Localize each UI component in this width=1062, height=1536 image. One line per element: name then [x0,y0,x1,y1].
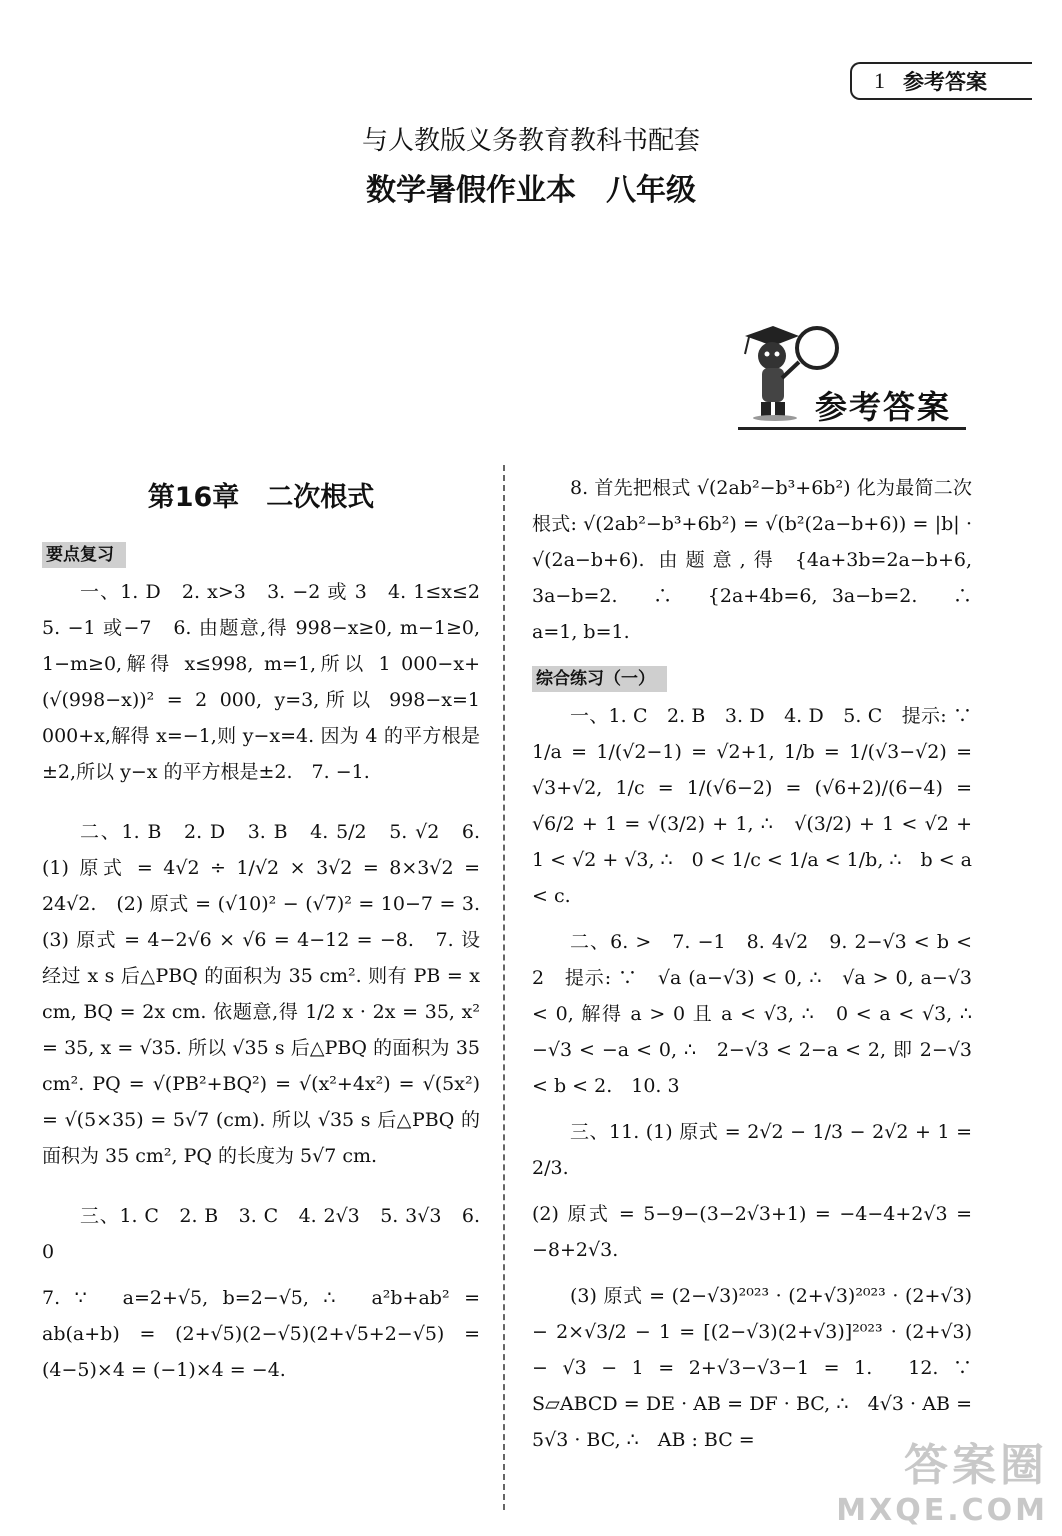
page-number: 1 [874,68,885,93]
chapter-title: 第16章 二次根式 [147,482,375,513]
book-title: 数学暑假作业本 八年级 [366,173,696,208]
column-divider [503,465,505,1510]
section-label-review: 要点复习 [42,542,126,568]
section-label-practice: 综合练习（一） [532,666,667,692]
watermark-top: 答案圈 [904,1440,1048,1491]
page-tab [850,62,1032,100]
answer-paragraph: (3) 原式 = (2−√3)²⁰²³ · (2+√3)²⁰²³ · (2+√3) − 2×√3/2 − 1 = [(2−√3)(2+√3)]²⁰²³ · (2+√3) − √3 − 1 = 2+√3−√3−1 = 1. 12. ∵ S▱ABCD = DE · AB = DF · BC, ∴ 4√3 · AB = 5√3 · BC, ∴ AB : BC = [532,1285,992,1451]
left-column [42,470,500,1398]
answer-paragraph: 三、11. (1) 原式 = 2√2 − 1/3 − 2√2 + 1 = 2/3. [532,1121,972,1179]
answer-paragraph: 7. ∵ a=2+√5, b=2−√5, ∴ a²b+ab² = ab(a+b) = (2+√5)(2−√5)(2+√5+2−√5) = (4−5)×4 = (−1)×4 = −4. [42,1287,480,1381]
answer-paragraph: 三、1. C 2. B 3. C 4. 2√3 5. 3√3 6. 0 [42,1205,480,1263]
answer-paragraph: (2) 原式 = 5−9−(3−2√3+1) = −4−4+2√3 = −8+2√3. [532,1203,972,1261]
answer-paragraph: 二、6. > 7. −1 8. 4√2 9. 2−√3 < b < 2 提示: ∵ √a (a−√3) < 0, ∴ √a > 0, a−√3 < 0, 解得 a > 0 且 a < √3, ∴ 0 < a < √3, ∴ −√3 < −a < 0, ∴ 2−√3 < 2−a < 2, 即 2−√3 < b < 2. 10. 3 [532,931,992,1097]
watermark [836,1429,1048,1528]
heading-rule [738,427,966,430]
answer-heading: 参考答案 [815,388,952,426]
answer-paragraph: 8. 首先把根式 √(2ab²−b³+6b²) 化为最简二次根式: √(2ab²−b³+6b²) = √(b²(2a−b+6)) = |b| · √(2a−b+6). 由题意,得 {4a+3b=2a−b+6, 3a−b=2. ∴ {2a+4b=6, 3a−b=2. ∴ a=1, b=1. [532,477,992,643]
answer-paragraph: 一、1. C 2. B 3. D 4. D 5. C 提示: ∵ 1/a = 1/(√2−1) = √2+1, 1/b = 1/(√3−√2) = √3+√2, 1/c = 1/(√6−2) = (√6+2)/(6−4) = √6/2 + 1 = √(3/2) + 1, ∴ √(3/2) + 1 < √2 + 1 < √2 + √3, ∴ 0 < 1/c < 1/a < 1/b, ∴ b < a < c. [532,705,992,907]
watermark-bottom: MXQE.COM [836,1493,1048,1528]
book-subtitle: 与人教版义务教育教科书配套 [361,126,700,156]
page-tab-label: 参考答案 [903,70,987,94]
right-column [532,470,992,1468]
answer-paragraph: 二、1. B 2. D 3. B 4. 5/2 5. √2 6. (1) 原式 = 4√2 ÷ 1/√2 × 3√2 = 8×3√2 = 24√2. (2) 原式 = (√10)² − (√7)² = 10−7 = 3. (3) 原式 = 4−2√6 × √6 = 4−12 = −8. 7. 设经过 x s 后△PBQ 的面积为 35 cm². 则有 PB = x cm, BQ = 2x cm. 依题意,得 1/2 x · 2x = 35, x² = 35, x = √35. 所以 √35 s 后△PBQ 的面积为 35 cm². PQ = √(PB²+BQ²) = √(x²+4x²) = √(5x²) = √(5×35) = 5√7 (cm). 所以 √35 s 后△PBQ 的面积为 35 cm², PQ 的长度为 5√7 cm. [42,821,500,1167]
answer-paragraph: 一、1. D 2. x>3 3. −2 或 3 4. 1≤x≤2 5. −1 或−7 6. 由题意,得 998−x≥0, m−1≥0, 1−m≥0,解得 x≤998, m=1,所以 1 000−x+(√(998−x))² = 2 000, y=3,所以 998−x=1 000+x,解得 x=−1,则 y−x=4. 因为 4 的平方根是±2,所以 y−x 的平方根是±2. 7. −1. [42,581,500,783]
